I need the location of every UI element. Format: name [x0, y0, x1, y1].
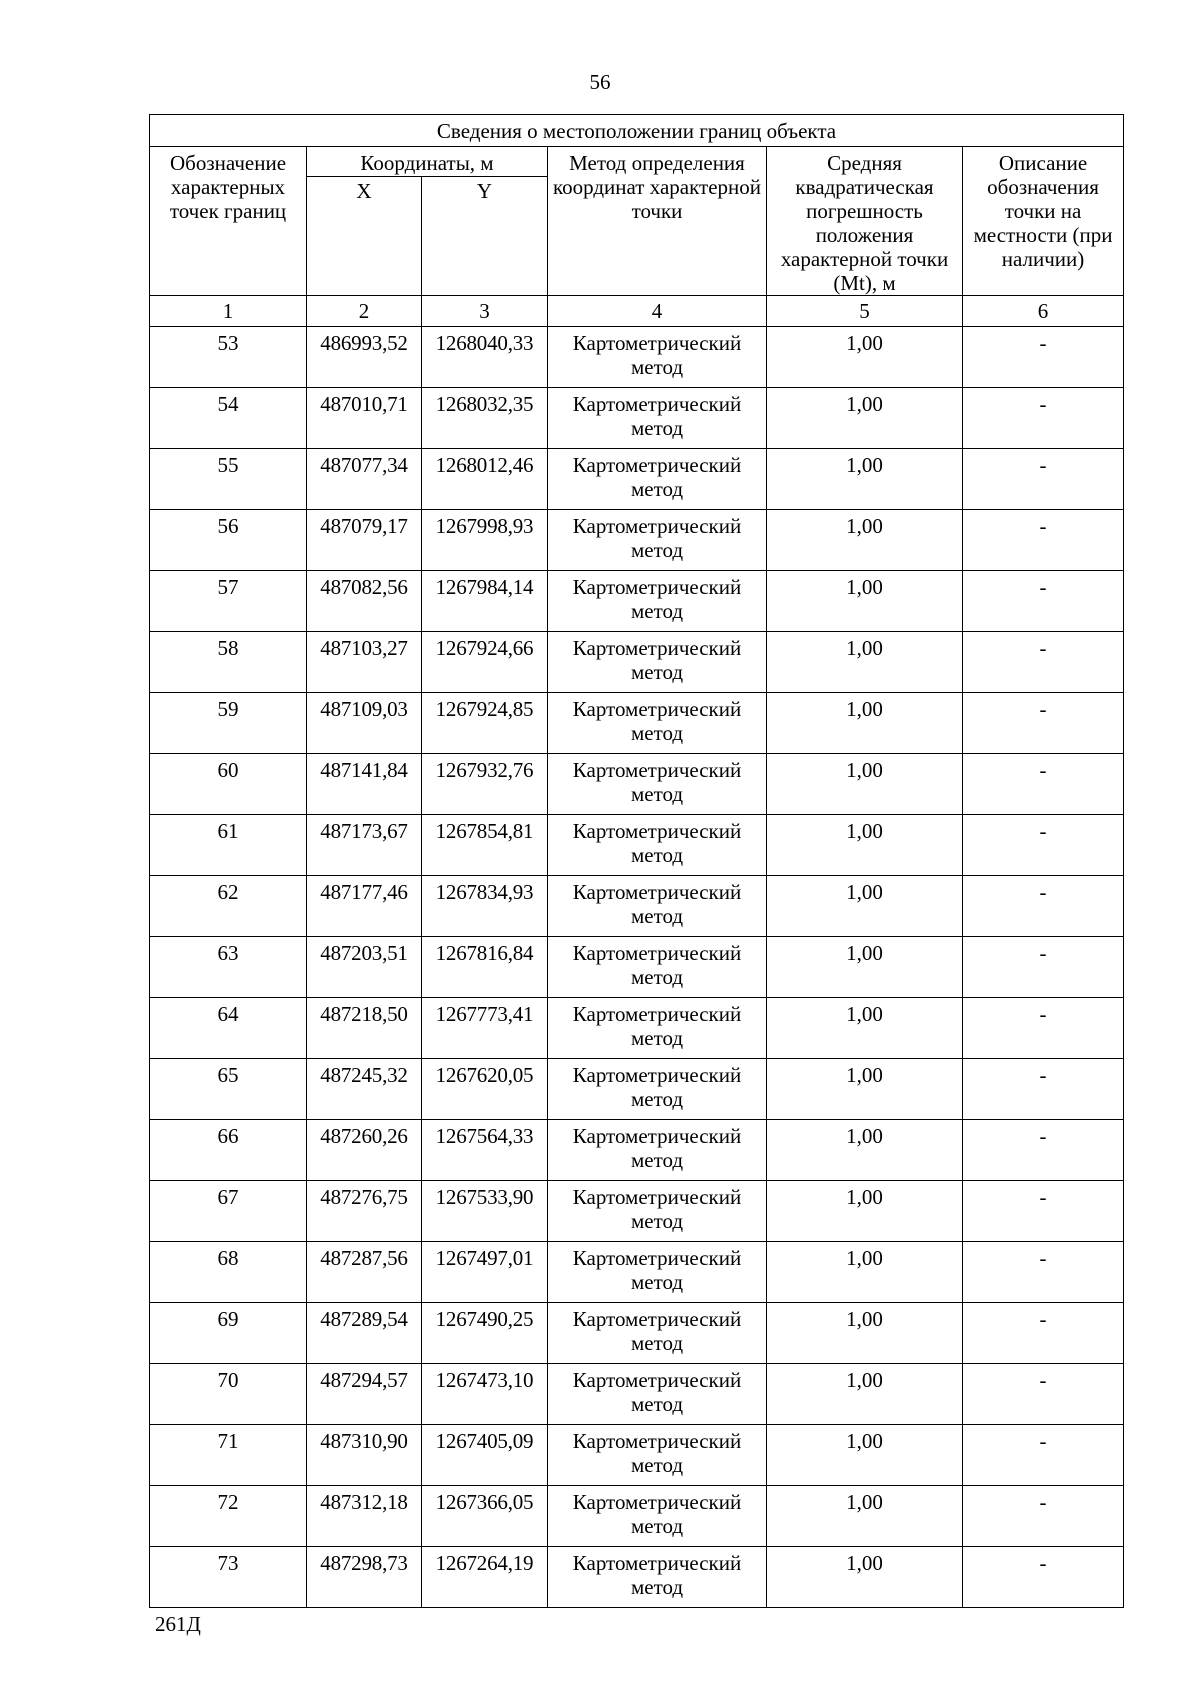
cell-y: 1267834,93	[422, 876, 548, 937]
cell-point: 55	[150, 449, 307, 510]
cell-x: 487310,90	[307, 1425, 422, 1486]
cell-method: Картометрический метод	[548, 1425, 767, 1486]
cell-y: 1268032,35	[422, 388, 548, 449]
table-row	[150, 1059, 1124, 1120]
cell-error: 1,00	[767, 1425, 963, 1486]
cell-point: 69	[150, 1303, 307, 1364]
cell-description: -	[963, 754, 1124, 815]
cell-description: -	[963, 876, 1124, 937]
cell-x: 487109,03	[307, 693, 422, 754]
cell-method: Картометрический метод	[548, 1486, 767, 1547]
cell-description: -	[963, 937, 1124, 998]
cell-point: 60	[150, 754, 307, 815]
cell-point: 70	[150, 1364, 307, 1425]
cell-y: 1267533,90	[422, 1181, 548, 1242]
cell-description: -	[963, 1425, 1124, 1486]
cell-point: 61	[150, 815, 307, 876]
cell-description: -	[963, 1120, 1124, 1181]
cell-description: -	[963, 998, 1124, 1059]
cell-description: -	[963, 1242, 1124, 1303]
header-designation: Обозначение характерных точек границ	[150, 147, 307, 296]
cell-x: 487010,71	[307, 388, 422, 449]
cell-point: 67	[150, 1181, 307, 1242]
page-number: 56	[589, 70, 611, 94]
cell-point: 63	[150, 937, 307, 998]
table-row	[150, 1181, 1124, 1242]
cell-description: -	[963, 1181, 1124, 1242]
cell-method: Картометрический метод	[548, 632, 767, 693]
cell-error: 1,00	[767, 449, 963, 510]
cell-point: 58	[150, 632, 307, 693]
cell-point: 59	[150, 693, 307, 754]
cell-point: 73	[150, 1547, 307, 1608]
cell-point: 53	[150, 327, 307, 388]
cell-method: Картометрический метод	[548, 571, 767, 632]
cell-method: Картометрический метод	[548, 327, 767, 388]
cell-point: 56	[150, 510, 307, 571]
cell-method: Картометрический метод	[548, 1303, 767, 1364]
cell-description: -	[963, 1364, 1124, 1425]
cell-description: -	[963, 815, 1124, 876]
cell-description: -	[963, 1547, 1124, 1608]
cell-y: 1267497,01	[422, 1242, 548, 1303]
cell-x: 487287,56	[307, 1242, 422, 1303]
cell-x: 487177,46	[307, 876, 422, 937]
cell-error: 1,00	[767, 1059, 963, 1120]
cell-y: 1267854,81	[422, 815, 548, 876]
table-row	[150, 1547, 1124, 1608]
cell-x: 487173,67	[307, 815, 422, 876]
cell-error: 1,00	[767, 1364, 963, 1425]
cell-y: 1267932,76	[422, 754, 548, 815]
cell-error: 1,00	[767, 1120, 963, 1181]
cell-error: 1,00	[767, 1242, 963, 1303]
header-description: Описание обозначения точки на местности (при наличии)	[963, 147, 1124, 296]
column-number-row	[150, 296, 1124, 327]
table-row	[150, 937, 1124, 998]
cell-x: 487141,84	[307, 754, 422, 815]
cell-error: 1,00	[767, 388, 963, 449]
cell-y: 1267405,09	[422, 1425, 548, 1486]
cell-method: Картометрический метод	[548, 754, 767, 815]
cell-error: 1,00	[767, 1181, 963, 1242]
column-number: 1	[150, 296, 307, 327]
cell-description: -	[963, 449, 1124, 510]
cell-y: 1267264,19	[422, 1547, 548, 1608]
cell-x: 487079,17	[307, 510, 422, 571]
cell-error: 1,00	[767, 1486, 963, 1547]
cell-error: 1,00	[767, 1303, 963, 1364]
table-row	[150, 876, 1124, 937]
cell-method: Картометрический метод	[548, 1547, 767, 1608]
cell-error: 1,00	[767, 937, 963, 998]
header-error: Средняя квадратическая погрешность положения характерной точки (Mt), м	[767, 147, 963, 296]
footer-code: 261Д	[155, 1612, 201, 1636]
header-method: Метод определения координат характерной точки	[548, 147, 767, 296]
table-row	[150, 998, 1124, 1059]
cell-error: 1,00	[767, 327, 963, 388]
header-x: X	[307, 177, 422, 296]
table-row	[150, 1364, 1124, 1425]
cell-description: -	[963, 571, 1124, 632]
cell-point: 62	[150, 876, 307, 937]
table-row	[150, 449, 1124, 510]
cell-description: -	[963, 1303, 1124, 1364]
header-y: Y	[422, 177, 548, 296]
cell-x: 487276,75	[307, 1181, 422, 1242]
table-row	[150, 815, 1124, 876]
table-row	[150, 693, 1124, 754]
cell-method: Картометрический метод	[548, 1059, 767, 1120]
cell-error: 1,00	[767, 693, 963, 754]
cell-x: 487203,51	[307, 937, 422, 998]
cell-x: 487103,27	[307, 632, 422, 693]
table-title: Сведения о местоположении границ объекта	[150, 115, 1124, 147]
cell-point: 66	[150, 1120, 307, 1181]
cell-method: Картометрический метод	[548, 937, 767, 998]
cell-error: 1,00	[767, 754, 963, 815]
cell-x: 487260,26	[307, 1120, 422, 1181]
cell-method: Картометрический метод	[548, 1120, 767, 1181]
cell-description: -	[963, 327, 1124, 388]
cell-y: 1267564,33	[422, 1120, 548, 1181]
cell-point: 68	[150, 1242, 307, 1303]
column-number: 6	[963, 296, 1124, 327]
header-coordinates: Координаты, м	[307, 147, 548, 177]
cell-y: 1267490,25	[422, 1303, 548, 1364]
table-row	[150, 1303, 1124, 1364]
cell-y: 1268012,46	[422, 449, 548, 510]
cell-y: 1267473,10	[422, 1364, 548, 1425]
cell-x: 487289,54	[307, 1303, 422, 1364]
cell-description: -	[963, 388, 1124, 449]
cell-error: 1,00	[767, 632, 963, 693]
cell-error: 1,00	[767, 876, 963, 937]
cell-x: 487312,18	[307, 1486, 422, 1547]
cell-error: 1,00	[767, 998, 963, 1059]
cell-method: Картометрический метод	[548, 998, 767, 1059]
cell-method: Картометрический метод	[548, 510, 767, 571]
cell-x: 487082,56	[307, 571, 422, 632]
cell-point: 64	[150, 998, 307, 1059]
table-row	[150, 327, 1124, 388]
cell-x: 487245,32	[307, 1059, 422, 1120]
cell-description: -	[963, 510, 1124, 571]
cell-y: 1267816,84	[422, 937, 548, 998]
cell-y: 1268040,33	[422, 327, 548, 388]
table-row	[150, 1425, 1124, 1486]
table-row	[150, 510, 1124, 571]
cell-point: 57	[150, 571, 307, 632]
cell-y: 1267366,05	[422, 1486, 548, 1547]
table-row	[150, 632, 1124, 693]
table-row	[150, 571, 1124, 632]
column-number: 3	[422, 296, 548, 327]
table-row	[150, 754, 1124, 815]
cell-y: 1267984,14	[422, 571, 548, 632]
column-number: 2	[307, 296, 422, 327]
cell-y: 1267620,05	[422, 1059, 548, 1120]
cell-method: Картометрический метод	[548, 388, 767, 449]
cell-method: Картометрический метод	[548, 1242, 767, 1303]
cell-error: 1,00	[767, 815, 963, 876]
cell-description: -	[963, 632, 1124, 693]
cell-description: -	[963, 1059, 1124, 1120]
cell-x: 486993,52	[307, 327, 422, 388]
cell-x: 487294,57	[307, 1364, 422, 1425]
cell-x: 487077,34	[307, 449, 422, 510]
table-row	[150, 1486, 1124, 1547]
cell-error: 1,00	[767, 510, 963, 571]
cell-method: Картометрический метод	[548, 1181, 767, 1242]
cell-y: 1267924,66	[422, 632, 548, 693]
table-row	[150, 1242, 1124, 1303]
table-row	[150, 388, 1124, 449]
cell-method: Картометрический метод	[548, 693, 767, 754]
table-row	[150, 1120, 1124, 1181]
cell-y: 1267924,85	[422, 693, 548, 754]
cell-method: Картометрический метод	[548, 815, 767, 876]
cell-x: 487298,73	[307, 1547, 422, 1608]
cell-method: Картометрический метод	[548, 1364, 767, 1425]
cell-y: 1267773,41	[422, 998, 548, 1059]
cell-method: Картометрический метод	[548, 449, 767, 510]
cell-point: 65	[150, 1059, 307, 1120]
cell-point: 72	[150, 1486, 307, 1547]
cell-description: -	[963, 1486, 1124, 1547]
table-body	[150, 327, 1124, 1608]
cell-point: 71	[150, 1425, 307, 1486]
cell-description: -	[963, 693, 1124, 754]
cell-error: 1,00	[767, 571, 963, 632]
cell-x: 487218,50	[307, 998, 422, 1059]
column-number: 4	[548, 296, 767, 327]
cell-y: 1267998,93	[422, 510, 548, 571]
boundary-points-table	[149, 114, 1124, 1608]
cell-error: 1,00	[767, 1547, 963, 1608]
cell-method: Картометрический метод	[548, 876, 767, 937]
cell-point: 54	[150, 388, 307, 449]
column-number: 5	[767, 296, 963, 327]
